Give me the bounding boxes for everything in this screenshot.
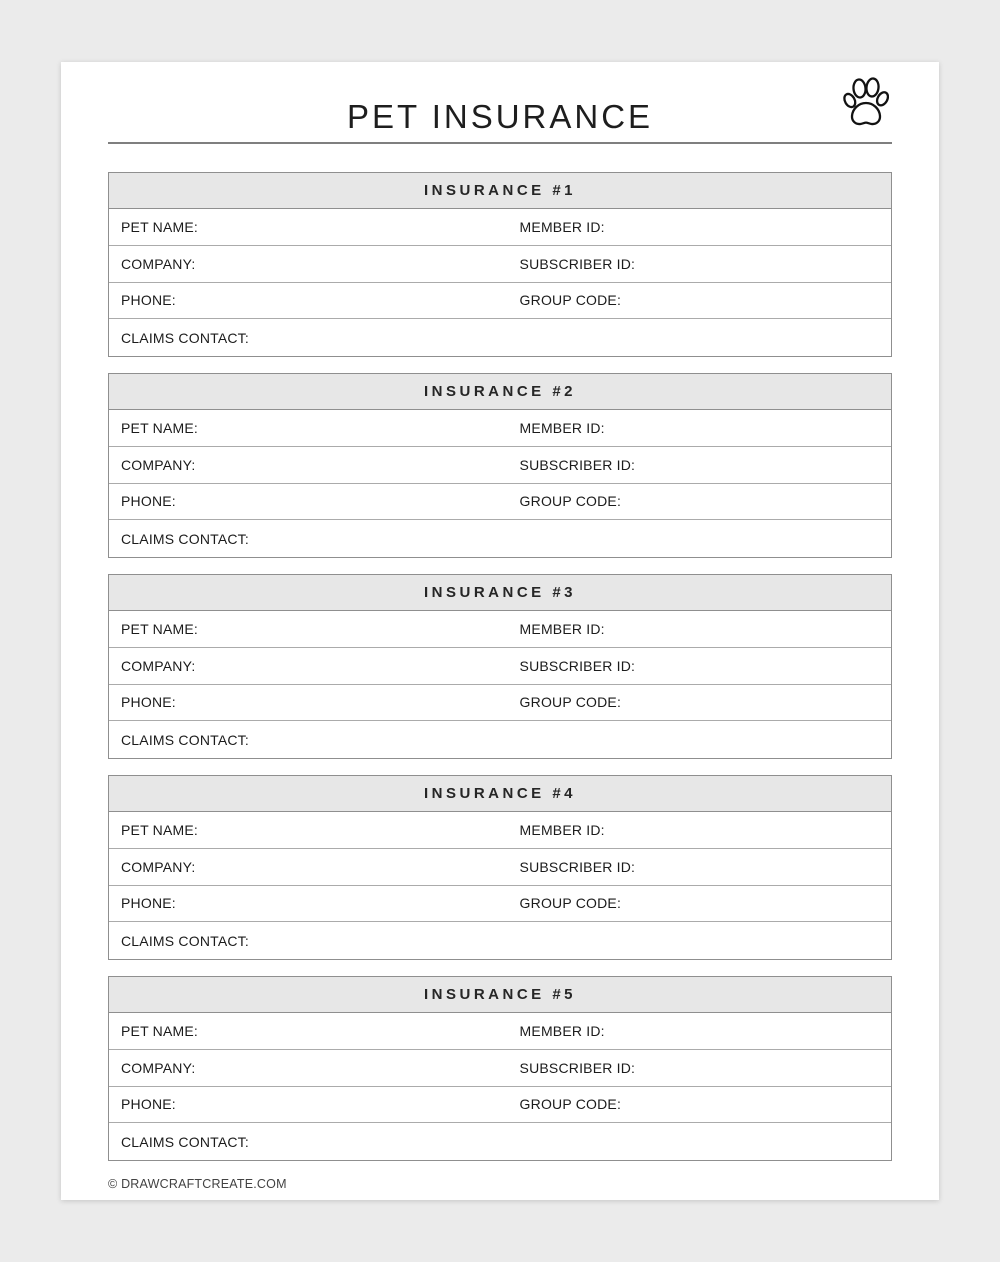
- form-row: [109, 922, 891, 959]
- field-label-claims-contact: CLAIMS CONTACT:: [121, 329, 249, 346]
- form-row: [109, 410, 891, 447]
- section-header: [109, 173, 891, 209]
- form-row: [109, 1087, 891, 1124]
- insurance-section-3: [108, 574, 892, 759]
- field-label-phone: PHONE:: [121, 1096, 176, 1113]
- field-label-pet-name: PET NAME:: [121, 419, 199, 436]
- form-row: [109, 283, 891, 320]
- field-label-pet-name: PET NAME:: [121, 218, 199, 235]
- insurance-section-4: [108, 775, 892, 960]
- title-divider: [108, 142, 892, 144]
- field-label-subscriber-id: SUBSCRIBER ID:: [519, 255, 636, 272]
- field-label-claims-contact: CLAIMS CONTACT:: [121, 932, 249, 949]
- field-label-phone: PHONE:: [121, 493, 176, 510]
- form-row: [109, 484, 891, 521]
- document-page: [61, 62, 939, 1200]
- form-row: [109, 849, 891, 886]
- field-label-group-code: GROUP CODE:: [519, 694, 622, 711]
- sections-container: [108, 172, 892, 1161]
- section-title: INSURANCE #2: [423, 383, 577, 400]
- footer-copyright: © DRAWCRAFTCREATE.COM: [108, 1177, 287, 1191]
- field-label-member-id: MEMBER ID:: [519, 218, 605, 235]
- field-label-claims-contact: CLAIMS CONTACT:: [121, 731, 249, 748]
- insurance-section-2: [108, 373, 892, 558]
- field-label-subscriber-id: SUBSCRIBER ID:: [519, 456, 636, 473]
- form-row: [109, 1013, 891, 1050]
- field-label-member-id: MEMBER ID:: [519, 419, 605, 436]
- field-label-pet-name: PET NAME:: [121, 1022, 199, 1039]
- form-row: [109, 1123, 891, 1160]
- form-row: [109, 447, 891, 484]
- field-label-member-id: MEMBER ID:: [519, 1022, 605, 1039]
- field-label-subscriber-id: SUBSCRIBER ID:: [519, 858, 636, 875]
- section-header: [109, 374, 891, 410]
- section-header: [109, 977, 891, 1013]
- field-label-company: COMPANY:: [121, 858, 196, 875]
- form-row: [109, 812, 891, 849]
- field-label-subscriber-id: SUBSCRIBER ID:: [519, 657, 636, 674]
- section-header: [109, 776, 891, 812]
- page-title: PET INSURANCE: [346, 98, 654, 135]
- field-label-group-code: GROUP CODE:: [519, 1096, 622, 1113]
- form-row: [109, 520, 891, 557]
- field-label-member-id: MEMBER ID:: [519, 821, 605, 838]
- field-label-group-code: GROUP CODE:: [519, 292, 622, 309]
- form-row: [109, 886, 891, 923]
- field-label-pet-name: PET NAME:: [121, 821, 199, 838]
- field-label-member-id: MEMBER ID:: [519, 620, 605, 637]
- section-title: INSURANCE #3: [423, 584, 577, 601]
- insurance-section-1: [108, 172, 892, 357]
- field-label-company: COMPANY:: [121, 657, 196, 674]
- field-label-phone: PHONE:: [121, 694, 176, 711]
- insurance-section-5: [108, 976, 892, 1161]
- section-header: [109, 575, 891, 611]
- form-row: [109, 685, 891, 722]
- form-row: [109, 648, 891, 685]
- field-label-company: COMPANY:: [121, 1059, 196, 1076]
- form-row: [109, 319, 891, 356]
- field-label-subscriber-id: SUBSCRIBER ID:: [519, 1059, 636, 1076]
- section-title: INSURANCE #5: [423, 986, 577, 1003]
- form-row: [109, 721, 891, 758]
- form-row: [109, 1050, 891, 1087]
- field-label-company: COMPANY:: [121, 255, 196, 272]
- field-label-group-code: GROUP CODE:: [519, 895, 622, 912]
- field-label-phone: PHONE:: [121, 895, 176, 912]
- section-title: INSURANCE #4: [423, 785, 577, 802]
- section-title: INSURANCE #1: [423, 182, 577, 199]
- field-label-claims-contact: CLAIMS CONTACT:: [121, 1133, 249, 1150]
- form-row: [109, 209, 891, 246]
- field-label-group-code: GROUP CODE:: [519, 493, 622, 510]
- form-row: [109, 246, 891, 283]
- field-label-phone: PHONE:: [121, 292, 176, 309]
- page-content: [61, 62, 939, 1191]
- field-label-claims-contact: CLAIMS CONTACT:: [121, 530, 249, 547]
- field-label-company: COMPANY:: [121, 456, 196, 473]
- form-row: [109, 611, 891, 648]
- field-label-pet-name: PET NAME:: [121, 620, 199, 637]
